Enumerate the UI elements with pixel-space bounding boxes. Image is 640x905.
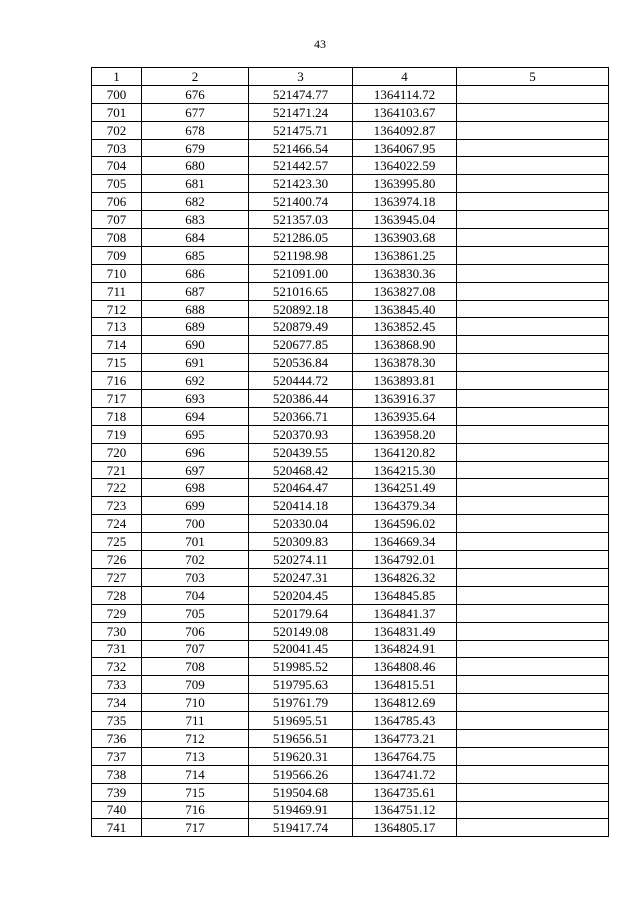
table-cell: 705 — [92, 175, 142, 193]
table-cell: 693 — [142, 390, 249, 408]
table-cell: 1364669.34 — [353, 533, 457, 551]
table-cell: 706 — [142, 622, 249, 640]
table-cell: 1364845.85 — [353, 586, 457, 604]
table-cell: 702 — [142, 551, 249, 569]
table-cell: 521471.24 — [249, 103, 353, 121]
table-cell: 726 — [92, 551, 142, 569]
table-cell: 722 — [92, 479, 142, 497]
table-header-row — [92, 68, 609, 86]
column-header: 3 — [249, 68, 353, 86]
table-cell: 1363995.80 — [353, 175, 457, 193]
table-cell — [457, 604, 609, 622]
table-row — [92, 121, 609, 139]
table-cell: 680 — [142, 157, 249, 175]
table-cell: 707 — [142, 640, 249, 658]
table-cell: 1363868.90 — [353, 336, 457, 354]
table-cell — [457, 407, 609, 425]
table-row — [92, 712, 609, 730]
table-cell: 698 — [142, 479, 249, 497]
table-cell — [457, 354, 609, 372]
table-cell: 521091.00 — [249, 264, 353, 282]
coordinates-table — [91, 67, 609, 837]
table-cell: 1364792.01 — [353, 551, 457, 569]
table-cell: 702 — [92, 121, 142, 139]
table-cell: 520179.64 — [249, 604, 353, 622]
table-cell: 713 — [142, 747, 249, 765]
table-cell: 1364764.75 — [353, 747, 457, 765]
table-cell: 713 — [92, 318, 142, 336]
table-cell: 519761.79 — [249, 694, 353, 712]
table-cell — [457, 533, 609, 551]
table-cell: 711 — [92, 282, 142, 300]
table-row — [92, 407, 609, 425]
table-row — [92, 282, 609, 300]
table-cell: 707 — [92, 211, 142, 229]
table-cell: 732 — [92, 658, 142, 676]
table-cell: 676 — [142, 85, 249, 103]
table-cell: 520247.31 — [249, 568, 353, 586]
table-row — [92, 193, 609, 211]
table-row — [92, 551, 609, 569]
table-cell: 519795.63 — [249, 676, 353, 694]
table-cell: 1364808.46 — [353, 658, 457, 676]
table-row — [92, 390, 609, 408]
table-cell: 692 — [142, 372, 249, 390]
table-row — [92, 300, 609, 318]
table-cell — [457, 372, 609, 390]
table-row — [92, 461, 609, 479]
table-cell: 1364841.37 — [353, 604, 457, 622]
table-cell: 710 — [142, 694, 249, 712]
table-cell: 739 — [92, 783, 142, 801]
table-cell: 691 — [142, 354, 249, 372]
table-cell: 521357.03 — [249, 211, 353, 229]
table-cell: 689 — [142, 318, 249, 336]
table-cell: 520536.84 — [249, 354, 353, 372]
table-cell: 1364092.87 — [353, 121, 457, 139]
table-cell: 521442.57 — [249, 157, 353, 175]
table-cell: 521198.98 — [249, 246, 353, 264]
table-cell: 1363903.68 — [353, 229, 457, 247]
table-cell: 705 — [142, 604, 249, 622]
table-cell: 1363827.08 — [353, 282, 457, 300]
table-cell — [457, 676, 609, 694]
table-row — [92, 568, 609, 586]
table-cell: 1364596.02 — [353, 515, 457, 533]
column-header: 5 — [457, 68, 609, 86]
table-cell: 519504.68 — [249, 783, 353, 801]
table-cell — [457, 121, 609, 139]
table-cell: 716 — [142, 801, 249, 819]
table-cell: 1364751.12 — [353, 801, 457, 819]
table-row — [92, 443, 609, 461]
table-cell — [457, 515, 609, 533]
table-row — [92, 515, 609, 533]
table-cell: 521423.30 — [249, 175, 353, 193]
table-cell: 696 — [142, 443, 249, 461]
table-cell: 1363916.37 — [353, 390, 457, 408]
table-cell: 1363878.30 — [353, 354, 457, 372]
table-cell: 1364379.34 — [353, 497, 457, 515]
table-cell — [457, 157, 609, 175]
table-cell: 723 — [92, 497, 142, 515]
table-cell: 699 — [142, 497, 249, 515]
table-row — [92, 139, 609, 157]
table-cell — [457, 622, 609, 640]
table-row — [92, 676, 609, 694]
table-cell: 709 — [142, 676, 249, 694]
table-cell: 520386.44 — [249, 390, 353, 408]
table-cell — [457, 229, 609, 247]
table-cell: 678 — [142, 121, 249, 139]
table-row — [92, 783, 609, 801]
table-cell: 701 — [92, 103, 142, 121]
table-cell: 520677.85 — [249, 336, 353, 354]
column-header: 1 — [92, 68, 142, 86]
table-cell: 738 — [92, 765, 142, 783]
table-cell: 1363945.04 — [353, 211, 457, 229]
table-row — [92, 604, 609, 622]
table-cell: 520892.18 — [249, 300, 353, 318]
table-cell — [457, 640, 609, 658]
table-cell: 715 — [142, 783, 249, 801]
table-cell: 690 — [142, 336, 249, 354]
table-cell — [457, 390, 609, 408]
table-cell: 1363845.40 — [353, 300, 457, 318]
table-cell: 721 — [92, 461, 142, 479]
table-cell: 519417.74 — [249, 819, 353, 837]
table-cell: 729 — [92, 604, 142, 622]
table-cell — [457, 479, 609, 497]
table-row — [92, 658, 609, 676]
table-cell — [457, 765, 609, 783]
table-cell: 519566.26 — [249, 765, 353, 783]
table-cell — [457, 425, 609, 443]
table-cell: 1364735.61 — [353, 783, 457, 801]
table-cell: 1363958.20 — [353, 425, 457, 443]
table-cell: 520464.47 — [249, 479, 353, 497]
table-cell: 683 — [142, 211, 249, 229]
table-cell: 716 — [92, 372, 142, 390]
table-row — [92, 640, 609, 658]
table-cell: 677 — [142, 103, 249, 121]
table-cell — [457, 85, 609, 103]
table-cell — [457, 300, 609, 318]
table-cell: 520444.72 — [249, 372, 353, 390]
table-cell: 1363974.18 — [353, 193, 457, 211]
column-header: 2 — [142, 68, 249, 86]
table-cell: 740 — [92, 801, 142, 819]
table-cell: 694 — [142, 407, 249, 425]
table-cell: 711 — [142, 712, 249, 730]
table-cell — [457, 694, 609, 712]
table-row — [92, 372, 609, 390]
table-cell: 1364785.43 — [353, 712, 457, 730]
table-row — [92, 533, 609, 551]
table-cell: 521016.65 — [249, 282, 353, 300]
table-cell: 1364812.69 — [353, 694, 457, 712]
table-cell: 697 — [142, 461, 249, 479]
table-row — [92, 497, 609, 515]
table-row — [92, 85, 609, 103]
table-cell: 714 — [92, 336, 142, 354]
table-cell: 521475.71 — [249, 121, 353, 139]
table-cell: 1364251.49 — [353, 479, 457, 497]
table-cell: 679 — [142, 139, 249, 157]
table-cell: 719 — [92, 425, 142, 443]
table-row — [92, 622, 609, 640]
table-cell: 521286.05 — [249, 229, 353, 247]
table-cell — [457, 211, 609, 229]
table-cell: 715 — [92, 354, 142, 372]
table-cell — [457, 264, 609, 282]
table-row — [92, 264, 609, 282]
column-header: 4 — [353, 68, 457, 86]
table-row — [92, 318, 609, 336]
table-cell: 731 — [92, 640, 142, 658]
table-cell — [457, 551, 609, 569]
table-cell: 520041.45 — [249, 640, 353, 658]
table-cell — [457, 103, 609, 121]
table-cell — [457, 443, 609, 461]
table-cell: 521466.54 — [249, 139, 353, 157]
table-body — [92, 85, 609, 836]
table-cell: 735 — [92, 712, 142, 730]
table-cell: 718 — [92, 407, 142, 425]
table-cell: 700 — [142, 515, 249, 533]
table-cell: 1364826.32 — [353, 568, 457, 586]
table-cell: 1364067.95 — [353, 139, 457, 157]
table-row — [92, 175, 609, 193]
table-cell: 1364103.67 — [353, 103, 457, 121]
table-cell — [457, 246, 609, 264]
table-cell: 710 — [92, 264, 142, 282]
table-cell: 1364215.30 — [353, 461, 457, 479]
table-cell: 733 — [92, 676, 142, 694]
table-cell: 734 — [92, 694, 142, 712]
table-cell: 1364815.51 — [353, 676, 457, 694]
table-cell: 1364773.21 — [353, 729, 457, 747]
table-cell: 520414.18 — [249, 497, 353, 515]
table-cell: 736 — [92, 729, 142, 747]
table-cell: 519695.51 — [249, 712, 353, 730]
table-cell — [457, 193, 609, 211]
table-cell: 520439.55 — [249, 443, 353, 461]
table-cell: 519985.52 — [249, 658, 353, 676]
table-cell: 720 — [92, 443, 142, 461]
table-cell: 1364831.49 — [353, 622, 457, 640]
table-cell: 704 — [92, 157, 142, 175]
table-cell: 521474.77 — [249, 85, 353, 103]
table-cell: 520879.49 — [249, 318, 353, 336]
table-cell: 703 — [142, 568, 249, 586]
table-cell: 520309.83 — [249, 533, 353, 551]
table-cell: 520366.71 — [249, 407, 353, 425]
table-cell: 1364805.17 — [353, 819, 457, 837]
page-number: 43 — [314, 37, 326, 51]
table-cell: 700 — [92, 85, 142, 103]
table-cell — [457, 819, 609, 837]
table-row — [92, 586, 609, 604]
table-cell: 709 — [92, 246, 142, 264]
table-cell — [457, 497, 609, 515]
table-cell — [457, 318, 609, 336]
table-cell: 703 — [92, 139, 142, 157]
table-cell: 1364022.59 — [353, 157, 457, 175]
table-cell: 725 — [92, 533, 142, 551]
table-cell: 728 — [92, 586, 142, 604]
table-cell: 714 — [142, 765, 249, 783]
table-cell: 520204.45 — [249, 586, 353, 604]
table-cell: 520370.93 — [249, 425, 353, 443]
table-row — [92, 211, 609, 229]
table-cell: 1363830.36 — [353, 264, 457, 282]
table-cell — [457, 336, 609, 354]
table-cell: 519656.51 — [249, 729, 353, 747]
table-row — [92, 354, 609, 372]
table-row — [92, 157, 609, 175]
table-row — [92, 819, 609, 837]
table-cell: 704 — [142, 586, 249, 604]
table-cell: 682 — [142, 193, 249, 211]
table-cell: 521400.74 — [249, 193, 353, 211]
table-cell: 695 — [142, 425, 249, 443]
table-cell: 724 — [92, 515, 142, 533]
table-cell: 687 — [142, 282, 249, 300]
table-cell — [457, 461, 609, 479]
table-cell: 737 — [92, 747, 142, 765]
table-cell — [457, 729, 609, 747]
table-cell — [457, 175, 609, 193]
table-cell — [457, 568, 609, 586]
table-cell: 1363935.64 — [353, 407, 457, 425]
table-row — [92, 229, 609, 247]
table-cell: 708 — [92, 229, 142, 247]
table-cell: 520468.42 — [249, 461, 353, 479]
table-row — [92, 425, 609, 443]
table-cell — [457, 282, 609, 300]
table-cell: 712 — [92, 300, 142, 318]
table-cell: 1364824.91 — [353, 640, 457, 658]
table-cell: 519620.31 — [249, 747, 353, 765]
table-cell — [457, 801, 609, 819]
table-cell: 1363861.25 — [353, 246, 457, 264]
table-row — [92, 801, 609, 819]
table-cell: 520330.04 — [249, 515, 353, 533]
table-cell: 688 — [142, 300, 249, 318]
table-cell: 1364114.72 — [353, 85, 457, 103]
table-cell: 717 — [92, 390, 142, 408]
table-cell: 1364741.72 — [353, 765, 457, 783]
table-row — [92, 103, 609, 121]
table-cell: 712 — [142, 729, 249, 747]
table-row — [92, 336, 609, 354]
table-cell: 717 — [142, 819, 249, 837]
table-cell: 520149.08 — [249, 622, 353, 640]
table-row — [92, 479, 609, 497]
table-cell: 727 — [92, 568, 142, 586]
table-row — [92, 729, 609, 747]
table-cell: 730 — [92, 622, 142, 640]
table-row — [92, 765, 609, 783]
table-cell — [457, 658, 609, 676]
table-cell: 684 — [142, 229, 249, 247]
table-cell: 708 — [142, 658, 249, 676]
table-cell — [457, 747, 609, 765]
table-cell: 1363893.81 — [353, 372, 457, 390]
table-cell — [457, 712, 609, 730]
table-cell — [457, 586, 609, 604]
table-cell: 686 — [142, 264, 249, 282]
table-cell: 1363852.45 — [353, 318, 457, 336]
table-row — [92, 246, 609, 264]
table-cell: 681 — [142, 175, 249, 193]
table-cell: 1364120.82 — [353, 443, 457, 461]
table-cell — [457, 139, 609, 157]
table-cell: 741 — [92, 819, 142, 837]
table-cell: 706 — [92, 193, 142, 211]
table-cell: 520274.11 — [249, 551, 353, 569]
table-cell: 519469.91 — [249, 801, 353, 819]
table-cell — [457, 783, 609, 801]
table-cell: 685 — [142, 246, 249, 264]
table-row — [92, 747, 609, 765]
table-row — [92, 694, 609, 712]
table-cell: 701 — [142, 533, 249, 551]
